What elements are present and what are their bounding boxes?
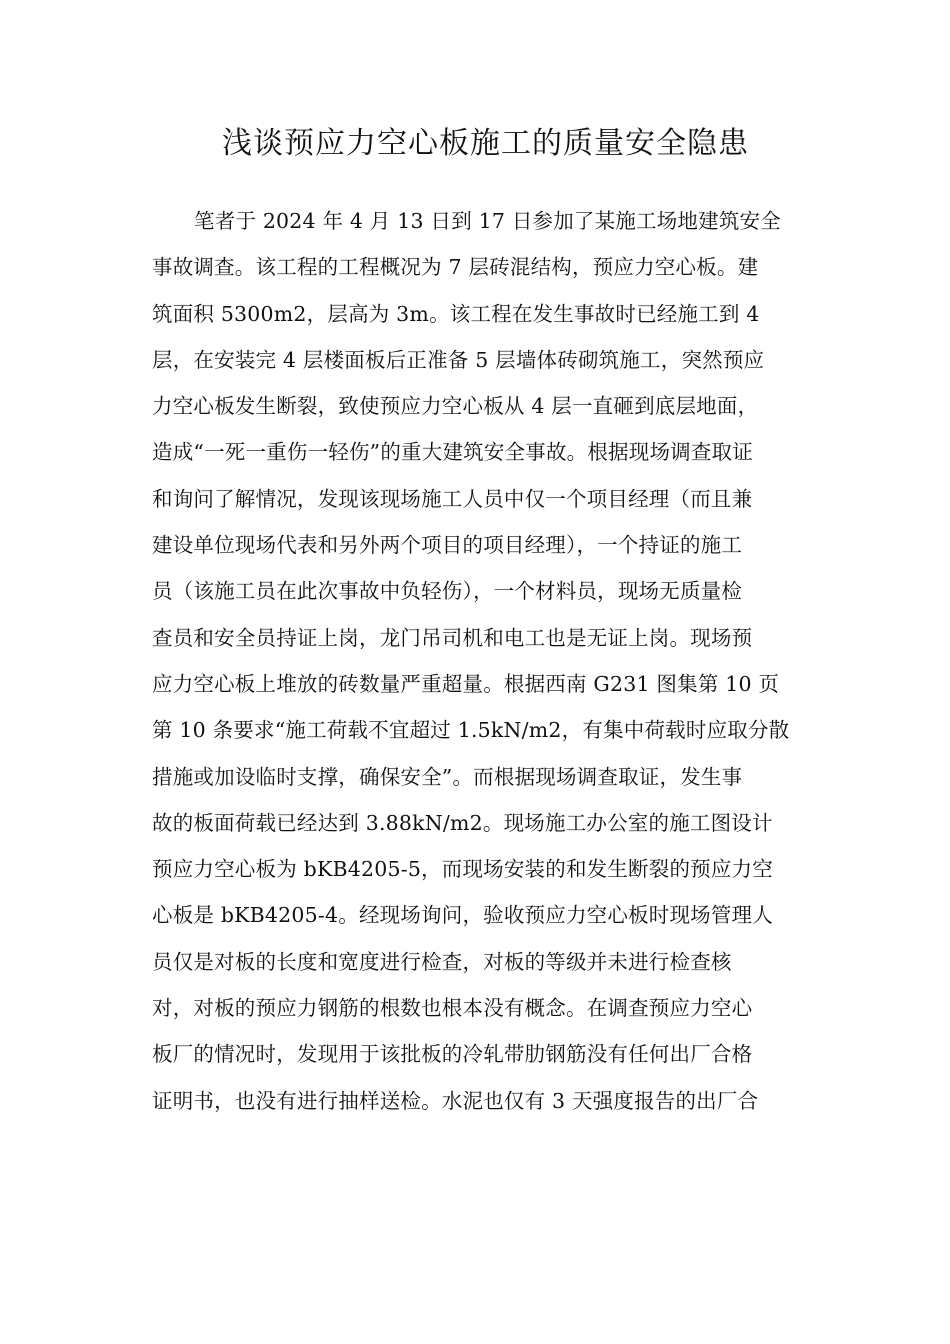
body-line: 造成“一死一重伤一轻伤”的重大建筑安全事故。根据现场调查取证 [152, 440, 753, 465]
body-line: 措施或加设临时支撑，确保安全”。而根据现场调查取证，发生事 [152, 764, 743, 789]
body-line: 和询问了解情况，发现该现场施工人员中仅一个项目经理（而且兼 [152, 486, 753, 511]
body-line: 查员和安全员持证上岗，龙门吊司机和电工也是无证上岗。现场预 [152, 625, 753, 650]
body-line: 心板是 bKB4205-4。经现场询问，验收预应力空心板时现场管理人 [152, 903, 773, 928]
body-line: 筑面积 5300m2，层高为 3m。该工程在发生事故时已经施工到 4 [152, 301, 760, 326]
document-body [152, 198, 812, 1124]
body-line: 预应力空心板为 bKB4205-5，而现场安装的和发生断裂的预应力空 [152, 857, 773, 882]
body-line: 对，对板的预应力钢筋的根数也根本没有概念。在调查预应力空心 [152, 996, 753, 1021]
body-line: 力空心板发生断裂，致使预应力空心板从 4 层一直砸到底层地面， [152, 394, 759, 419]
body-line: 笔者于 2024 年 4 月 13 日到 17 日参加了某施工场地建筑安全 [194, 209, 781, 233]
body-line: 层，在安装完 4 层楼面板后正准备 5 层墙体砖砌筑施工，突然预应 [152, 347, 765, 372]
body-line: 建设单位现场代表和另外两个项目的项目经理），一个持证的施工 [152, 533, 743, 558]
body-line: 应力空心板上堆放的砖数量严重超量。根据西南 G231 图集第 10 页 [152, 671, 780, 696]
body-line: 事故调查。该工程的工程概况为 7 层砖混结构，预应力空心板。建 [152, 255, 759, 280]
body-line: 员（该施工员在此次事故中负轻伤），一个材料员，现场无质量检 [152, 579, 743, 604]
body-line: 故的板面荷载已经达到 3.88kN/m2。现场施工办公室的施工图设计 [152, 810, 773, 835]
body-line: 员仅是对板的长度和宽度进行检查，对板的等级并未进行检查核 [152, 949, 732, 974]
body-line: 第 10 条要求“施工荷载不宜超过 1.5kN/m2，有集中荷载时应取分散 [152, 718, 790, 743]
document-title: 浅谈预应力空心板施工的质量安全隐患 [222, 126, 749, 161]
body-line: 证明书，也没有进行抽样送检。水泥也仅有 3 天强度报告的出厂合 [152, 1088, 759, 1113]
body-line: 板厂的情况时，发现用于该批板的冷轧带肋钢筋没有任何出厂合格 [152, 1042, 753, 1067]
